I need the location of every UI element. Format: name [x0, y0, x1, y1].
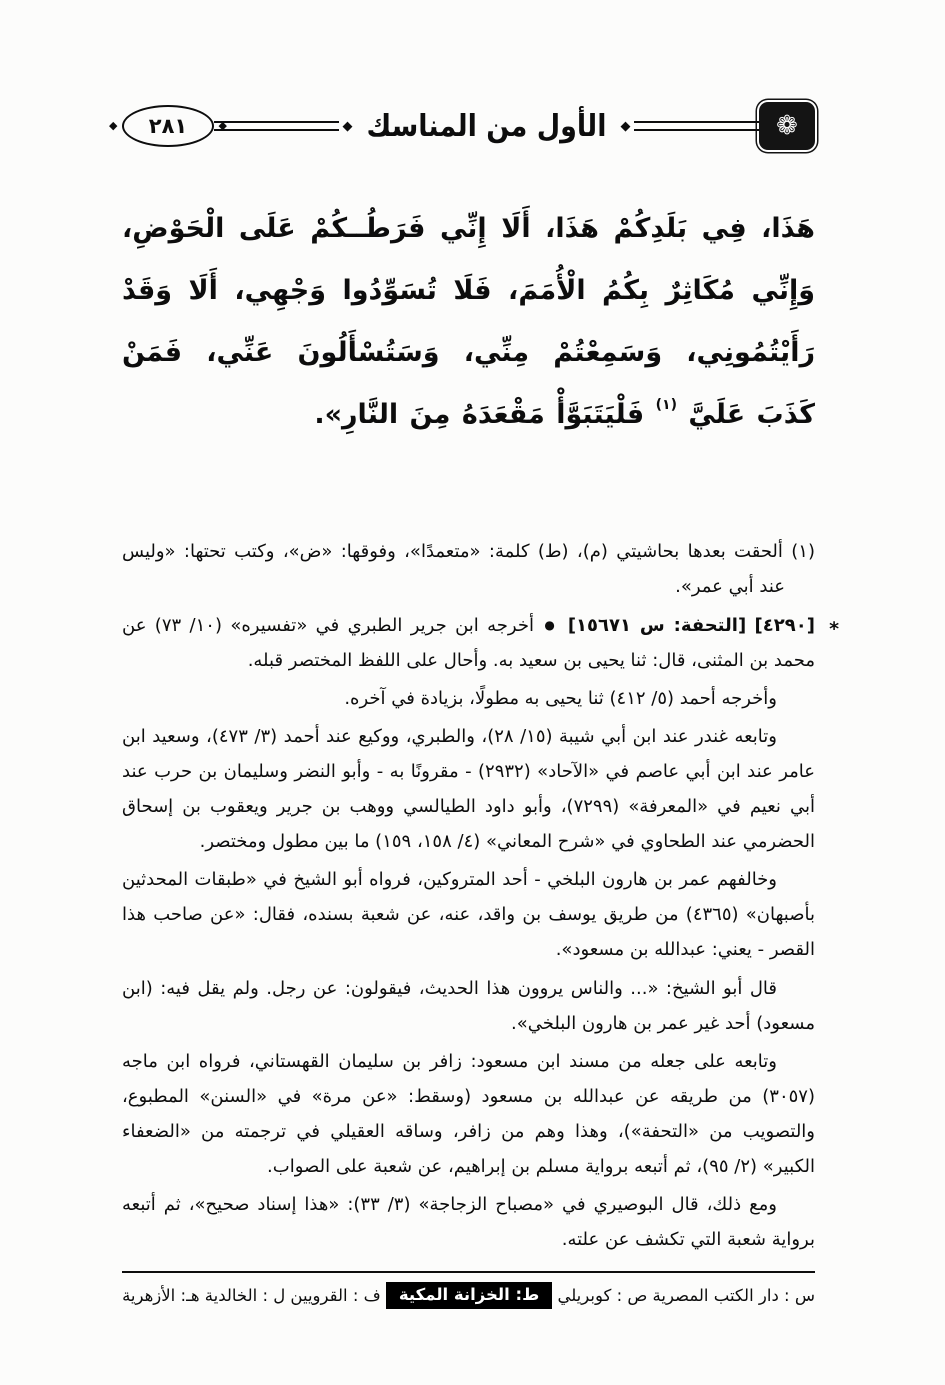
- header-band: [122, 98, 815, 154]
- footnotes-section: [122, 534, 839, 1257]
- takhrij-paragraph: وخالفهم عمر بن هارون البلخي - أحد المتروكين، فرواه أبو الشيخ في «طبقات المحدثين بأصبهان» (٤٣٦٥) من طريق يوسف بن واقد، عنه، عن شعبة بسنده، فقال: «عن صاحب هذا القصر - يعني: عبدالله بن مسعود».: [122, 869, 815, 961]
- siglum-qarawiyyin: ف : القرويين: [290, 1286, 381, 1305]
- page-number-cartouche: [122, 105, 214, 147]
- entry-text: أخرجه ابن جرير الطبري في «تفسيره» (١٠/ ٧٣) عن محمد بن المثنى، قال: ثنا يحيى بن سعيد به. وأحال على اللفظ المختصر قبله.: [122, 614, 815, 671]
- hadith-text-before-ref: هَذَا، فِي بَلَدِكُمْ هَذَا، أَلَا إِنِّي فَرَطُــكُمْ عَلَى الْحَوْضِ، وَإِنِّي مُكَاثِرٌ بِكُمُ الْأُمَمَ، فَلَا تُسَوِّدُوا وَجْهِي، أَلَا وَقَدْ رَأَيْتُمُونِي، وَسَمِعْتُمْ مِنِّي، وَسَتُسْأَلُونَ عَنِّي، فَمَنْ كَذَبَ عَلَيَّ: [122, 213, 815, 431]
- entry-star-icon: *: [829, 617, 839, 640]
- footer-sigla-bar: [122, 1271, 815, 1309]
- header-rule-left: [214, 121, 339, 131]
- hadith-text: [122, 198, 815, 446]
- entry-tuhfa-ref: [التحفة: س ١٥٦٧١]: [567, 614, 747, 636]
- corner-ornament-icon: ❁: [759, 102, 815, 150]
- entry-number: [٤٢٩٠]: [754, 614, 815, 636]
- footnote-1-marker: (١): [791, 541, 815, 563]
- siglum-khizana-makkiyya: ط: الخزانة المكية: [386, 1282, 552, 1309]
- sigla-row: [122, 1282, 815, 1309]
- diamond-ornament-icon: ◆: [342, 118, 353, 134]
- takhrij-paragraph: وتابعه على جعله من مسند ابن مسعود: زافر بن سليمان القهستاني، فرواه ابن ماجه (٣٠٥٧) من طريقه عن عبدالله بن مسعود (وسقط: «عن مرة» في «السنن» المطبوع، والتصويب من «التحفة»)، وهذا وهم من زافر، وساقه العقيلي في ترجمته من «الضعفاء الكبير» (٢/ ٩٥)، ثم أتبعه برواية مسلم بن إبراهيم، عن شعبة على الصواب.: [122, 1050, 815, 1177]
- hadith-text-after-ref: فَلْيَتَبَوَّأْ مَقْعَدَهُ مِنَ النَّارِ».: [314, 399, 645, 431]
- siglum-azhariyya: هـ: الأزهرية: [122, 1286, 200, 1305]
- takhrij-paragraph: وأخرجه أحمد (٥/ ٤١٢) ثنا يحيى به مطولًا، بزيادة في آخره.: [344, 687, 777, 709]
- takhrij-paragraph: وتابعه غندر عند ابن أبي شيبة (١٥/ ٢٨)، والطبري، ووكيع عند أحمد (٣/ ٤٧٣)، وسعيد ابن عامر عند ابن أبي عاصم في «الآحاد» (٢٩٣٢) - مقرونًا به - وأبو النضر وسليمان بن حرب عند أبي نعيم في «المعرفة» (٧٢٩٩)، وأبو داود الطيالسي ووهب بن جرير ويعقوب بن إسحاق الحضرمي عند الطحاوي في «شرح المعاني» (٤/ ١٥٨، ١٥٩) ما بين مطول ومختصر.: [122, 725, 816, 853]
- siglum-dar-al-kutub: س : دار الكتب المصرية: [652, 1286, 815, 1305]
- takhrij-paragraph: ومع ذلك، قال البوصيري في «مصباح الزجاجة» (٣/ ٣٣): «هذا إسناد صحيح»، ثم أتبعه برواية شعبة التي تكشف عن علته.: [122, 1194, 815, 1251]
- footnote-1-text: ألحقت بعدها بحاشيتي (م)، (ط) كلمة: «متعمدًا»، وفوقها: «ض»، وكتب تحتها: «وليس عند أبي عمر».: [122, 541, 785, 598]
- siglum-khalidiyya: ل : الخالدية: [204, 1286, 286, 1305]
- takhrij-paragraph: قال أبو الشيخ: «... والناس يروون هذا الحديث، فيقولون: عن رجل. ولم يقل فيه: (ابن مسعود) أحد غير عمر بن هارون البلخي».: [122, 977, 815, 1034]
- footer-rule: [122, 1271, 815, 1273]
- chapter-title-calligraphy: الأول من المناسك: [366, 108, 607, 144]
- diamond-ornament-icon: ◆: [620, 118, 631, 134]
- header-rule-right: [634, 121, 759, 131]
- bullet-icon: ●: [544, 617, 558, 632]
- siglum-koprulu: ص : كوبريلي: [557, 1286, 648, 1305]
- footnote-1: [122, 534, 815, 604]
- footnote-ref-marker: (١): [655, 397, 677, 414]
- hadith-entry-paragraph: [122, 608, 839, 678]
- page-number: ◆ ٢٨١: [148, 114, 188, 138]
